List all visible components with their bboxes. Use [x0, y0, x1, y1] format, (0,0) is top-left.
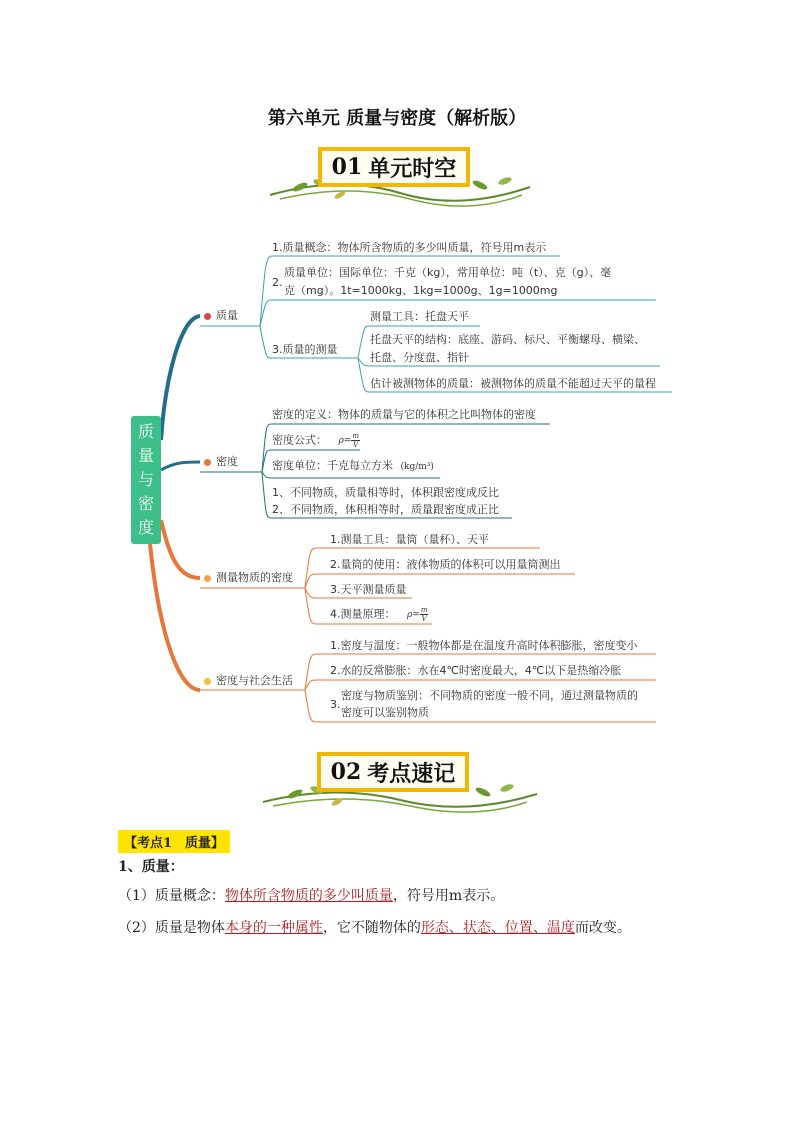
- formula-denominator: V: [421, 615, 427, 623]
- banner-label: 考点速记: [367, 760, 456, 787]
- page-title: 第六单元 质量与密度（解析版）: [267, 108, 527, 129]
- banner-number: 01: [331, 154, 363, 180]
- density-relation-2: 2、不同物质，体积相等时，质量跟密度成正比: [272, 503, 499, 516]
- bullet-dot-icon: [204, 459, 211, 466]
- measure-principle: [330, 606, 428, 623]
- section-heading: 1、质量：: [118, 859, 184, 875]
- density-definition: 密度的定义：物体的质量与它的体积之比叫物体的密度: [272, 408, 536, 421]
- paragraph-2: [118, 914, 678, 942]
- formula-fraction: [351, 432, 360, 449]
- underlined-answer: 物体所含物质的多少叫质量: [224, 888, 393, 904]
- measure-cylinder-use: 2.量筒的使用：液体物质的体积可以用量筒测出: [330, 558, 561, 571]
- branch-measure-density: [204, 571, 293, 585]
- mass-item-number: 2.: [272, 276, 283, 289]
- life-identify-number: 3.: [330, 698, 341, 711]
- density-formula: [272, 432, 360, 449]
- life-temperature: 1.密度与温度：一般物体都是在温度升高时体积膨胀，密度变小: [330, 639, 638, 652]
- paragraph-1: [118, 882, 678, 910]
- bullet-dot-icon: [204, 678, 211, 685]
- formula-rho: ρ=: [407, 610, 420, 620]
- measure-balance: 3.天平测量质量: [330, 583, 407, 596]
- unit-label: 密度单位：千克每立方米: [272, 459, 393, 472]
- text-run: 而改变。: [574, 920, 631, 936]
- life-identify-line2: 密度可以鉴别物质: [341, 706, 429, 719]
- branch-label: 密度与社会生活: [216, 674, 293, 687]
- mass-item-unit-line1: 质量单位：国际单位：千克（kg），常用单位：吨（t）、克（g）、毫: [284, 266, 612, 279]
- formula-fraction: [420, 606, 429, 623]
- bullet-dot-icon: [204, 313, 211, 320]
- center-char: 量: [137, 446, 154, 465]
- mass-item-concept: 1.质量概念：物体所含物质的多少叫质量，符号用m表示: [272, 241, 547, 254]
- mass-item-unit-line2: 克（mg）。1t=1000kg、1kg=1000g、1g=1000mg: [284, 284, 558, 297]
- center-char: 质: [137, 422, 154, 441]
- principle-formula: [407, 606, 428, 623]
- banner-number: 02: [330, 759, 362, 785]
- underlined-answer: 形态、状态、位置、温度: [420, 920, 575, 936]
- mass-item-measure: 3.质量的测量: [272, 343, 338, 356]
- principle-label: 4.测量原理：: [330, 607, 396, 621]
- unit-symbol: (kg/m³): [400, 462, 434, 472]
- banner-label: 单元时空: [368, 155, 457, 182]
- center-char: 与: [137, 470, 154, 489]
- branch-label: 密度: [216, 455, 238, 468]
- center-char: 密: [137, 494, 154, 513]
- formula-rho: ρ=: [338, 436, 352, 446]
- mass-balance-structure-line2: 托盘、分度盘、指针: [370, 351, 469, 364]
- mass-estimate: 估计被测物体的质量：被测物体的质量不能超过天平的量程: [370, 377, 656, 390]
- banner-key-points: [255, 752, 545, 814]
- density-relation-1: 1、不同物质，质量相等时，体积跟密度成反比: [272, 486, 499, 499]
- branch-density-life: [204, 674, 293, 688]
- life-water-anomaly: 2.水的反常膨胀：水在4℃时密度最大，4℃以下是热缩冷胀: [330, 664, 622, 677]
- formula-numerator: m: [420, 606, 428, 614]
- life-identify-line1: 密度与物质鉴别：不同物质的密度一般不同，通过测量物质的: [341, 689, 638, 702]
- formula-numerator: m: [352, 432, 359, 440]
- branch-label: 质量: [216, 309, 238, 322]
- text-run: ，符号用m表示。: [392, 888, 505, 904]
- bullet-dot-icon: [204, 575, 211, 582]
- density-unit: [272, 459, 434, 474]
- branch-density: [204, 455, 238, 469]
- mass-balance-structure-line1: 托盘天平的结构：底座、游码、标尺、平衡螺母、横梁、: [370, 333, 645, 346]
- formula-label: 密度公式：: [272, 433, 327, 447]
- measure-tools: 1.测量工具：量筒（量杯）、天平: [330, 533, 489, 546]
- section-tag: 【考点1 质量】: [118, 830, 230, 853]
- branch-label: 测量物质的密度: [216, 571, 293, 584]
- center-char: 度: [137, 518, 154, 537]
- text-run: （2）质量是物体: [118, 920, 225, 936]
- branch-mass: [204, 309, 238, 323]
- text-run: ，它不随物体的: [322, 920, 421, 936]
- underlined-answer: 本身的一种属性: [224, 920, 323, 936]
- formula-expression: [339, 432, 360, 449]
- text-run: （1）质量概念：: [118, 888, 225, 904]
- mindmap-center-node: [131, 416, 161, 544]
- mass-measure-tool: 测量工具：托盘天平: [370, 310, 469, 323]
- formula-denominator: V: [353, 441, 359, 449]
